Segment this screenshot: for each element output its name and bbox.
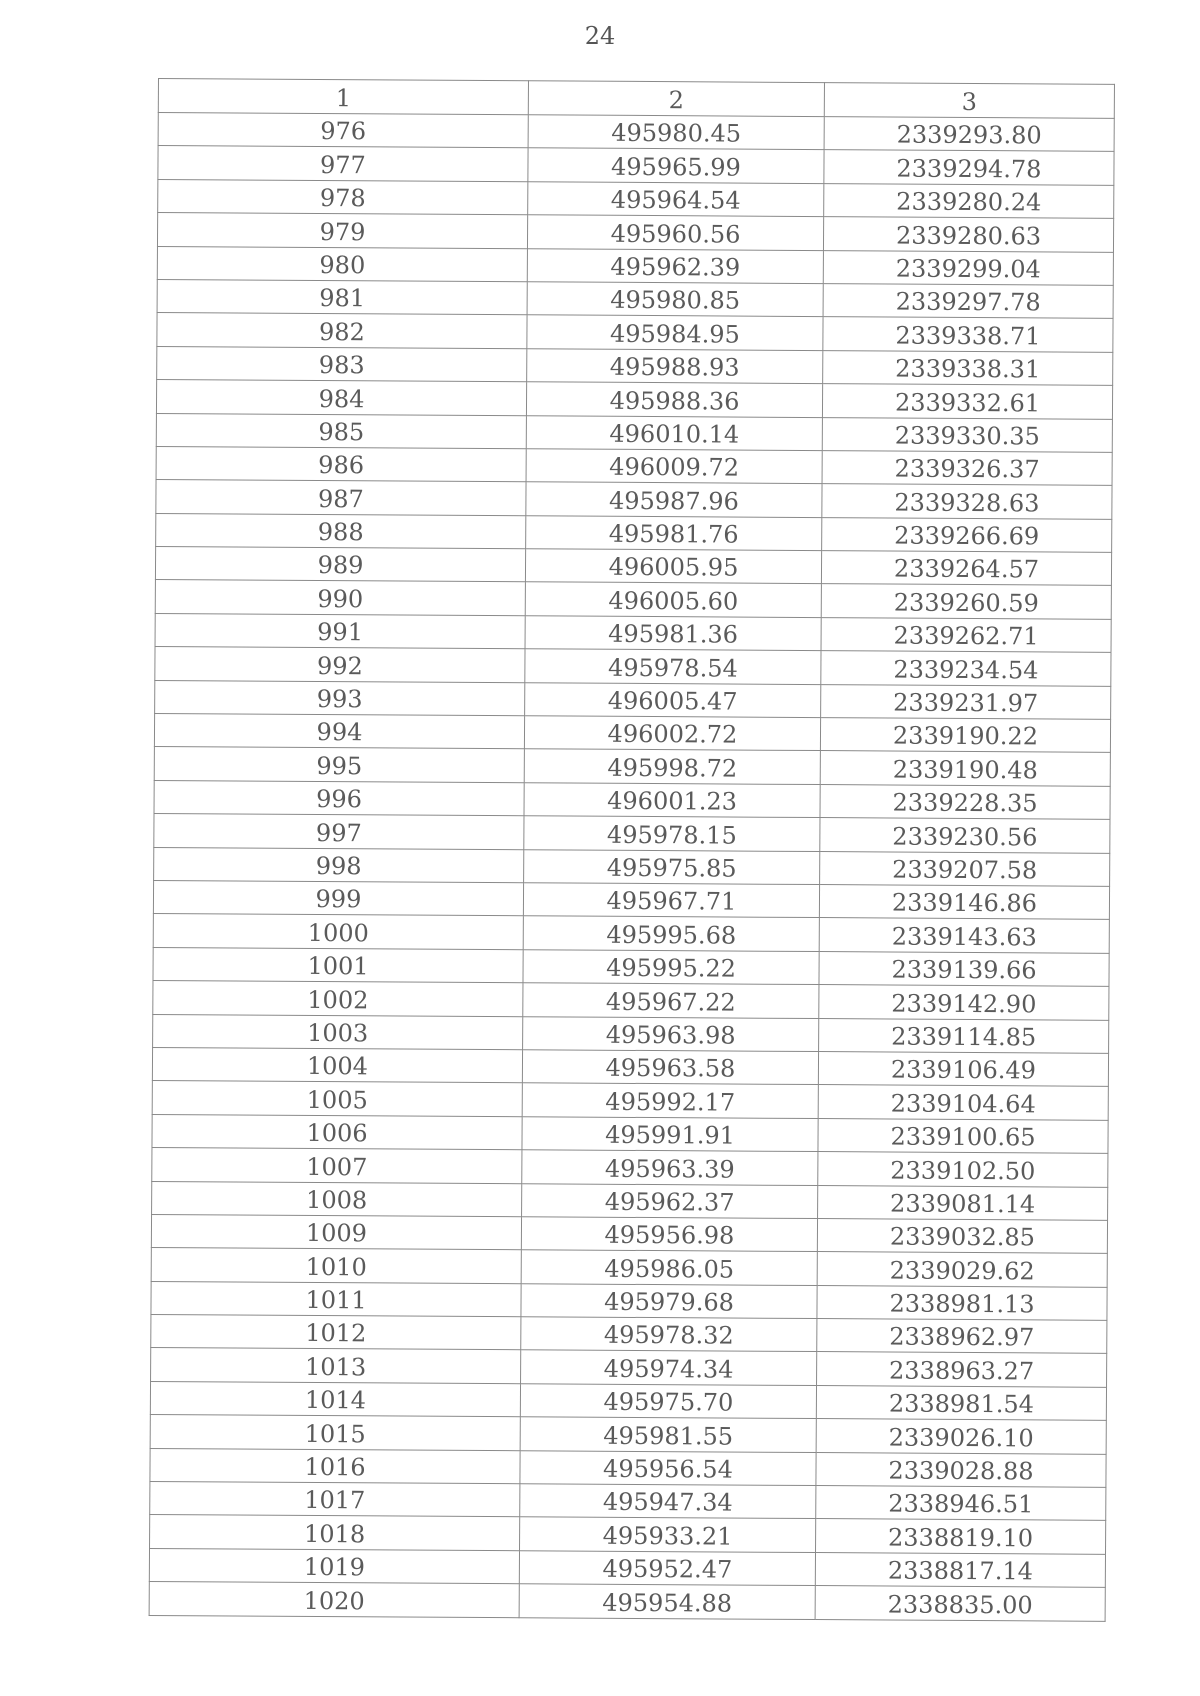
table-header-row xyxy=(158,79,1114,119)
x-coordinate-cell: 495960.56 xyxy=(527,215,823,250)
y-coordinate-cell: 2338981.13 xyxy=(817,1285,1107,1320)
point-number-cell: 981 xyxy=(157,279,527,315)
x-coordinate-cell: 495988.36 xyxy=(526,382,822,417)
x-coordinate-cell: 495963.58 xyxy=(522,1050,818,1085)
point-number-cell: 984 xyxy=(156,380,526,416)
point-number-cell: 979 xyxy=(157,213,527,249)
y-coordinate-cell: 2338819.10 xyxy=(816,1519,1106,1554)
y-coordinate-cell: 2339102.50 xyxy=(818,1152,1108,1187)
point-number-cell: 1009 xyxy=(151,1214,521,1250)
x-coordinate-cell: 495964.54 xyxy=(528,182,824,217)
y-coordinate-cell: 2339029.62 xyxy=(817,1252,1107,1287)
table-body xyxy=(149,113,1114,1621)
y-coordinate-cell: 2339142.90 xyxy=(819,985,1109,1020)
column-header-2: 2 xyxy=(528,81,824,117)
x-coordinate-cell: 495967.22 xyxy=(523,983,819,1018)
point-number-cell: 1014 xyxy=(150,1381,520,1417)
column-header-1: 1 xyxy=(158,79,528,115)
y-coordinate-cell: 2339294.78 xyxy=(824,150,1114,185)
y-coordinate-cell: 2338962.97 xyxy=(817,1319,1107,1354)
x-coordinate-cell: 495980.85 xyxy=(527,282,823,317)
point-number-cell: 1016 xyxy=(150,1448,520,1484)
y-coordinate-cell: 2339280.24 xyxy=(824,183,1114,218)
point-number-cell: 1004 xyxy=(152,1047,522,1083)
x-coordinate-cell: 495954.88 xyxy=(519,1584,815,1619)
point-number-cell: 987 xyxy=(156,480,526,516)
y-coordinate-cell: 2339332.61 xyxy=(822,384,1112,419)
y-coordinate-cell: 2339326.37 xyxy=(822,450,1112,485)
x-coordinate-cell: 495979.68 xyxy=(521,1283,817,1318)
x-coordinate-cell: 495956.54 xyxy=(520,1450,816,1485)
y-coordinate-cell: 2339190.48 xyxy=(820,751,1110,786)
column-header-3: 3 xyxy=(824,83,1114,119)
y-coordinate-cell: 2339299.04 xyxy=(823,250,1113,285)
y-coordinate-cell: 2338817.14 xyxy=(815,1552,1105,1587)
y-coordinate-cell: 2339260.59 xyxy=(821,584,1111,619)
point-number-cell: 990 xyxy=(155,580,525,616)
point-number-cell: 999 xyxy=(153,880,523,916)
x-coordinate-cell: 495962.39 xyxy=(527,248,823,283)
y-coordinate-cell: 2339100.65 xyxy=(818,1118,1108,1153)
table-row xyxy=(149,1582,1105,1621)
point-number-cell: 977 xyxy=(158,146,528,182)
x-coordinate-cell: 495978.32 xyxy=(521,1317,817,1352)
x-coordinate-cell: 495975.85 xyxy=(524,849,820,884)
x-coordinate-cell: 495980.45 xyxy=(528,115,824,150)
x-coordinate-cell: 495967.71 xyxy=(523,883,819,918)
point-number-cell: 1018 xyxy=(150,1515,520,1551)
y-coordinate-cell: 2339293.80 xyxy=(824,117,1114,152)
y-coordinate-cell: 2339228.35 xyxy=(820,784,1110,819)
x-coordinate-cell: 495995.68 xyxy=(523,916,819,951)
x-coordinate-cell: 495987.96 xyxy=(526,482,822,517)
x-coordinate-cell: 495981.36 xyxy=(525,616,821,651)
y-coordinate-cell: 2339330.35 xyxy=(822,417,1112,452)
y-coordinate-cell: 2339338.31 xyxy=(823,350,1113,385)
y-coordinate-cell: 2338963.27 xyxy=(817,1352,1107,1387)
x-coordinate-cell: 495962.37 xyxy=(522,1183,818,1218)
y-coordinate-cell: 2339190.22 xyxy=(820,718,1110,753)
point-number-cell: 991 xyxy=(155,613,525,649)
coordinates-table-container xyxy=(149,78,1114,1621)
point-number-cell: 986 xyxy=(156,446,526,482)
x-coordinate-cell: 495956.98 xyxy=(521,1217,817,1252)
x-coordinate-cell: 495984.95 xyxy=(527,315,823,350)
y-coordinate-cell: 2338835.00 xyxy=(815,1586,1105,1621)
x-coordinate-cell: 495998.72 xyxy=(524,749,820,784)
x-coordinate-cell: 495933.21 xyxy=(520,1517,816,1552)
y-coordinate-cell: 2339280.63 xyxy=(823,217,1113,252)
y-coordinate-cell: 2339338.71 xyxy=(823,317,1113,352)
y-coordinate-cell: 2339264.57 xyxy=(821,551,1111,586)
point-number-cell: 1003 xyxy=(153,1014,523,1050)
y-coordinate-cell: 2339297.78 xyxy=(823,284,1113,319)
x-coordinate-cell: 496009.72 xyxy=(526,449,822,484)
x-coordinate-cell: 496001.23 xyxy=(524,783,820,818)
y-coordinate-cell: 2338946.51 xyxy=(816,1486,1106,1521)
point-number-cell: 1011 xyxy=(151,1281,521,1317)
y-coordinate-cell: 2339104.64 xyxy=(818,1085,1108,1120)
y-coordinate-cell: 2339106.49 xyxy=(818,1051,1108,1086)
y-coordinate-cell: 2339032.85 xyxy=(817,1218,1107,1253)
x-coordinate-cell: 495981.55 xyxy=(520,1417,816,1452)
y-coordinate-cell: 2339231.97 xyxy=(821,684,1111,719)
point-number-cell: 998 xyxy=(154,847,524,883)
point-number-cell: 1005 xyxy=(152,1081,522,1117)
point-number-cell: 1013 xyxy=(151,1348,521,1384)
x-coordinate-cell: 495965.99 xyxy=(528,148,824,183)
x-coordinate-cell: 495975.70 xyxy=(520,1384,816,1419)
x-coordinate-cell: 496005.95 xyxy=(525,549,821,584)
x-coordinate-cell: 495988.93 xyxy=(527,348,823,383)
x-coordinate-cell: 495978.54 xyxy=(525,649,821,684)
x-coordinate-cell: 496005.60 xyxy=(525,582,821,617)
point-number-cell: 1020 xyxy=(149,1582,519,1618)
point-number-cell: 1008 xyxy=(152,1181,522,1217)
y-coordinate-cell: 2338981.54 xyxy=(816,1385,1106,1420)
x-coordinate-cell: 495947.34 xyxy=(520,1484,816,1519)
x-coordinate-cell: 495995.22 xyxy=(523,950,819,985)
y-coordinate-cell: 2339028.88 xyxy=(816,1452,1106,1487)
y-coordinate-cell: 2339026.10 xyxy=(816,1419,1106,1454)
x-coordinate-cell: 495963.98 xyxy=(523,1016,819,1051)
x-coordinate-cell: 495992.17 xyxy=(522,1083,818,1118)
point-number-cell: 1017 xyxy=(150,1481,520,1517)
point-number-cell: 988 xyxy=(156,513,526,549)
point-number-cell: 1006 xyxy=(152,1114,522,1150)
point-number-cell: 982 xyxy=(157,313,527,349)
x-coordinate-cell: 495974.34 xyxy=(521,1350,817,1385)
point-number-cell: 980 xyxy=(157,246,527,282)
point-number-cell: 983 xyxy=(157,346,527,382)
y-coordinate-cell: 2339230.56 xyxy=(820,818,1110,853)
x-coordinate-cell: 496002.72 xyxy=(524,716,820,751)
point-number-cell: 997 xyxy=(154,814,524,850)
y-coordinate-cell: 2339207.58 xyxy=(820,851,1110,886)
point-number-cell: 989 xyxy=(155,547,525,583)
y-coordinate-cell: 2339328.63 xyxy=(822,484,1112,519)
point-number-cell: 978 xyxy=(158,179,528,215)
x-coordinate-cell: 495952.47 xyxy=(519,1551,815,1586)
x-coordinate-cell: 495963.39 xyxy=(522,1150,818,1185)
y-coordinate-cell: 2339266.69 xyxy=(822,517,1112,552)
y-coordinate-cell: 2339081.14 xyxy=(818,1185,1108,1220)
y-coordinate-cell: 2339114.85 xyxy=(819,1018,1109,1053)
y-coordinate-cell: 2339234.54 xyxy=(821,651,1111,686)
x-coordinate-cell: 496010.14 xyxy=(526,415,822,450)
point-number-cell: 1001 xyxy=(153,947,523,983)
x-coordinate-cell: 495986.05 xyxy=(521,1250,817,1285)
y-coordinate-cell: 2339146.86 xyxy=(819,885,1109,920)
x-coordinate-cell: 495978.15 xyxy=(524,816,820,851)
point-number-cell: 995 xyxy=(154,747,524,783)
x-coordinate-cell: 495991.91 xyxy=(522,1116,818,1151)
point-number-cell: 992 xyxy=(155,647,525,683)
point-number-cell: 1000 xyxy=(153,914,523,950)
point-number-cell: 1015 xyxy=(150,1415,520,1451)
point-number-cell: 1019 xyxy=(149,1548,519,1584)
point-number-cell: 1010 xyxy=(151,1248,521,1284)
x-coordinate-cell: 496005.47 xyxy=(525,682,821,717)
point-number-cell: 1002 xyxy=(153,981,523,1017)
y-coordinate-cell: 2339139.66 xyxy=(819,951,1109,986)
page-number: 24 xyxy=(584,22,616,50)
point-number-cell: 976 xyxy=(158,113,528,149)
point-number-cell: 994 xyxy=(154,714,524,750)
point-number-cell: 985 xyxy=(156,413,526,449)
point-number-cell: 1007 xyxy=(152,1148,522,1184)
point-number-cell: 993 xyxy=(155,680,525,716)
coordinates-table xyxy=(149,78,1115,1621)
point-number-cell: 1012 xyxy=(151,1315,521,1351)
y-coordinate-cell: 2339262.71 xyxy=(821,617,1111,652)
x-coordinate-cell: 495981.76 xyxy=(526,515,822,550)
y-coordinate-cell: 2339143.63 xyxy=(819,918,1109,953)
point-number-cell: 996 xyxy=(154,780,524,816)
